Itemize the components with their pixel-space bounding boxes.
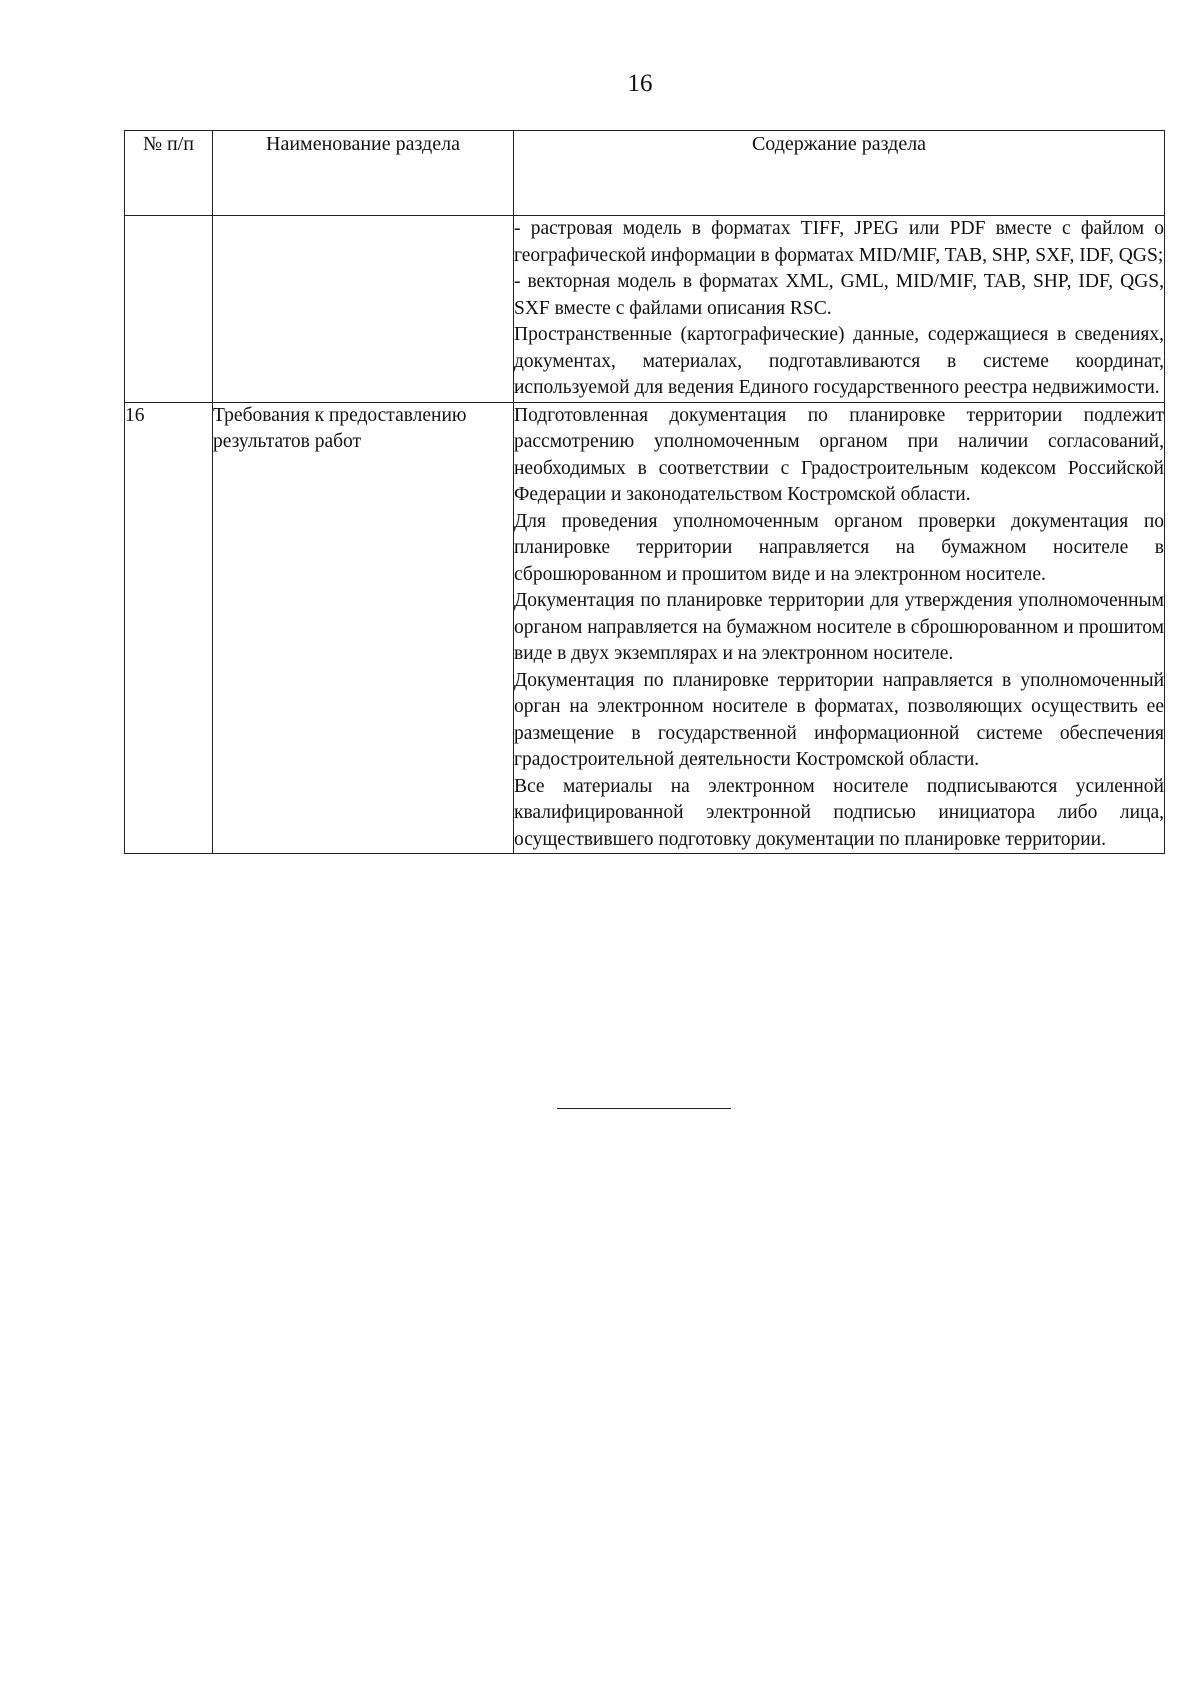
header-number: № п/п [125, 131, 213, 216]
header-section-content: Содержание раздела [514, 131, 1165, 216]
requirements-table [124, 130, 1165, 854]
header-section-name: Наименование раздела [213, 131, 514, 216]
content-paragraph: Все материалы на электронном носителе подписываются усиленной квалифицированной электронной подписью инициатора либо лица, осуществившего подготовку документации по планировке территории. [514, 775, 1164, 850]
table-header-row [125, 131, 1165, 216]
row-section-content [514, 216, 1165, 403]
content-paragraph: Документация по планировке территории для утверждения уполномоченным органом направляется на бумажном носителе в сброшюрованном и прошитом виде в двух экземплярах и на электронном носителе. [514, 590, 1164, 664]
page-number: 16 [627, 70, 653, 97]
content-paragraph: Пространственные (картографические) данные, содержащиеся в сведениях, документах, материалах, подготавливаются в системе координат, используемой для ведения Единого государственного реестра недвижимости. [514, 324, 1164, 398]
table-row [125, 216, 1165, 403]
row-section-name [213, 216, 514, 403]
row-section-name: Требования к предоставлению результатов работ [213, 402, 514, 854]
content-paragraph: Для проведения уполномоченным органом проверки документация по планировке территории направляется на бумажном носителе в сброшюрованном и прошитом виде и на электронном носителе. [514, 510, 1164, 585]
table-row [125, 402, 1165, 854]
row-number [125, 216, 213, 403]
row-section-content [514, 402, 1165, 854]
content-paragraph: Документация по планировке территории направляется в уполномоченный орган на электронном носителе в форматах, позволяющих осуществить ее размещение в государственной информационной системе обеспечения градостроительной деятельности Костромской области. [514, 669, 1164, 770]
content-paragraph: - растровая модель в форматах TIFF, JPEG или PDF вместе с файлом о географической информации в форматах MID/MIF, TAB, SHP, SXF, IDF, QGS; [514, 218, 1164, 266]
end-separator-line [557, 1108, 731, 1109]
row-number: 16 [125, 402, 213, 854]
content-paragraph: Подготовленная документация по планировке территории подлежит рассмотрению уполномоченным органом при наличии согласований, необходимых в соответствии с Градостроительным кодексом Российской Федерации и законодательством Костромской области. [514, 404, 1164, 505]
content-paragraph: - векторная модель в форматах XML, GML, MID/MIF, TAB, SHP, IDF, QGS, SXF вместе с файлами описания RSC. [514, 271, 1164, 319]
